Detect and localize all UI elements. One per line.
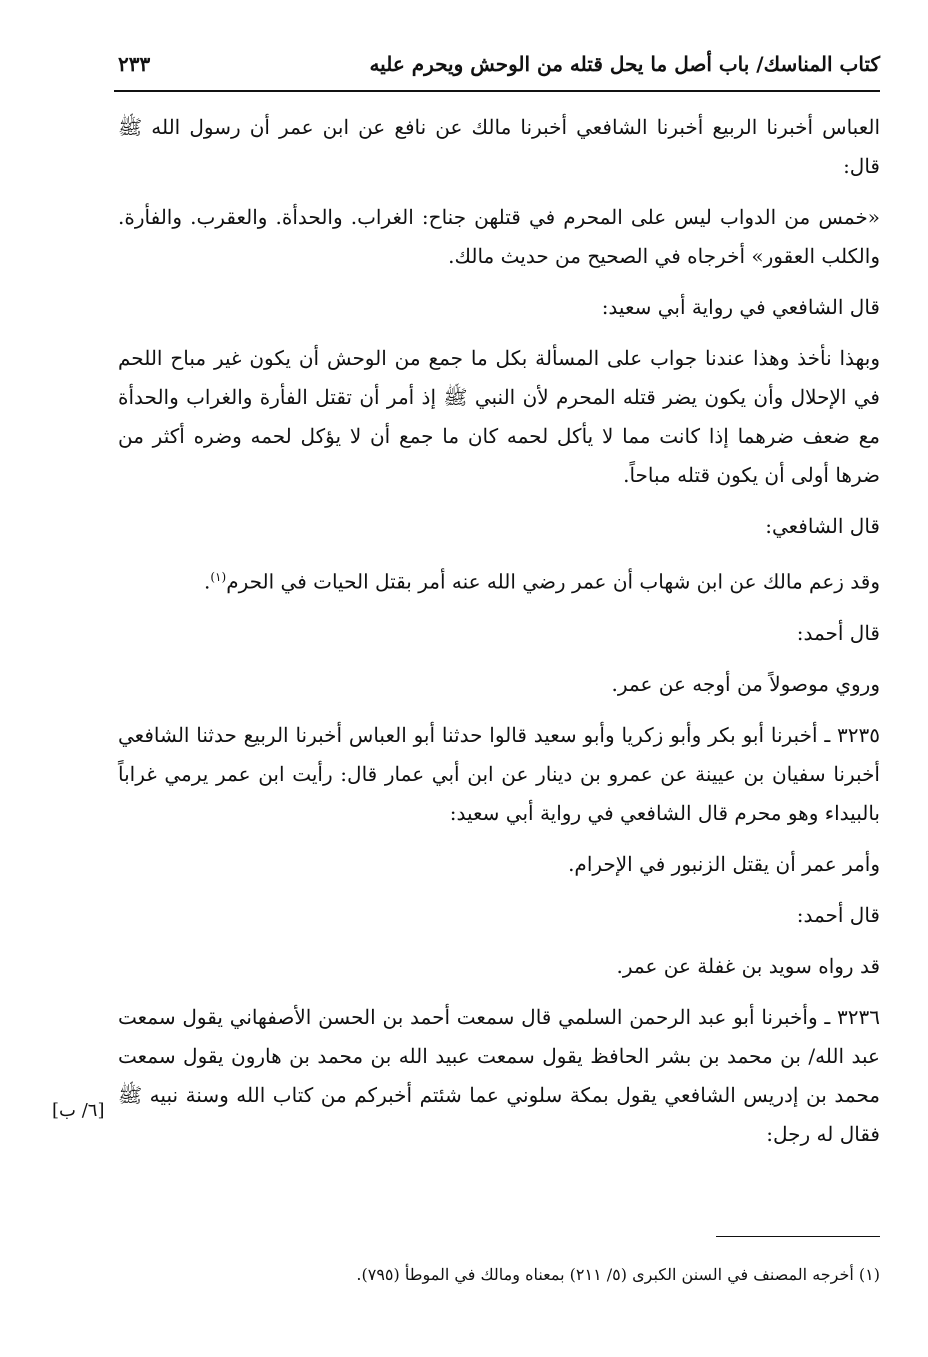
paragraph-12: قد رواه سويد بن غفلة عن عمر. [616, 953, 880, 978]
paragraph-6 [118, 558, 880, 602]
paragraph-6-text: وقد زعم مالك عن ابن شهاب أن عمر رضي الله عنه أمر بقتل الحيات في الحرم [226, 569, 880, 594]
footnote-reference: (١) [210, 570, 227, 584]
paragraph-11: قال أحمد: [796, 902, 880, 927]
manuscript-folio-mark: [٦/ ب] [52, 1100, 105, 1121]
footnote-divider [716, 1236, 880, 1237]
hadith-3235: ٣٢٣٥ ـ أخبرنا أبو بكر وأبو زكريا وأبو سعيد قالوا حدثنا أبو العباس أخبرنا الربيع حدثنا الشافعي أخبرنا سفيان بن عيينة عن عمرو بن دينار عن ابن أبي عمار قال: رأيت ابن عمر يرمي غراباً بالبيداء وهو محرم قال الشافعي في رواية أبي سعيد: [118, 722, 880, 825]
paragraph-6-end: . [204, 569, 211, 594]
page-header [118, 40, 880, 88]
paragraph-3: قال الشافعي في رواية أبي سعيد: [601, 295, 880, 319]
footnote: (١) أخرجه المصنف في السنن الكبرى (٥/ ٢١١) بمعناه ومالك في الموطأ (٧٩٥). [356, 1265, 880, 1284]
page-number: ٢٣٣ [118, 52, 151, 76]
paragraph-8: وروي موصولاً من أوجه عن عمر. [611, 671, 880, 696]
header-divider [114, 90, 880, 92]
running-title: كتاب المناسك/ باب أصل ما يحل قتله من الوحش ويحرم عليه [369, 52, 880, 76]
main-text [118, 108, 880, 1166]
paragraph-2: «خمس من الدواب ليس على المحرم في قتلهن جناح: الغراب. والحدأة. والعقرب. والفأرة. والكلب العقور» أخرجاه في الصحيح من حديث مالك. [118, 205, 880, 268]
paragraph-7: قال أحمد: [796, 620, 880, 645]
paragraph-10: وأمر عمر أن يقتل الزنبور في الإحرام. [568, 851, 880, 876]
paragraph-1: العباس أخبرنا الربيع أخبرنا الشافعي أخبرنا مالك عن نافع عن ابن عمر أن رسول الله ﷺ قال: [118, 115, 880, 178]
paragraph-4: وبهذا نأخذ وهذا عندنا جواب على المسألة بكل ما جمع من الوحش أن يكون غير مباح اللحم في الإحلال وأن يكون يضر قتله المحرم لأن النبي ﷺ إذ أمر أن تقتل الفأرة والغراب والحدأة مع ضعف ضرهما إذا كانت مما لا يأكل لحمه كان ما جمع أن لا يؤكل لحمه وضره أكثر من ضرها أولى أن يكون قتله مباحاً. [118, 346, 880, 487]
hadith-3236: ٣٢٣٦ ـ وأخبرنا أبو عبد الرحمن السلمي قال سمعت أحمد بن الحسن الأصفهاني يقول سمعت عبد الله/ بن محمد بن بشر الحافظ يقول سمعت عبيد الله بن محمد بن هارون يقول سمعت محمد بن إدريس الشافعي يقول بمكة سلوني عما شئتم أخبركم من كتاب الله وسنة نبيه ﷺ فقال له رجل: [118, 1004, 880, 1146]
paragraph-5: قال الشافعي: [765, 514, 880, 538]
